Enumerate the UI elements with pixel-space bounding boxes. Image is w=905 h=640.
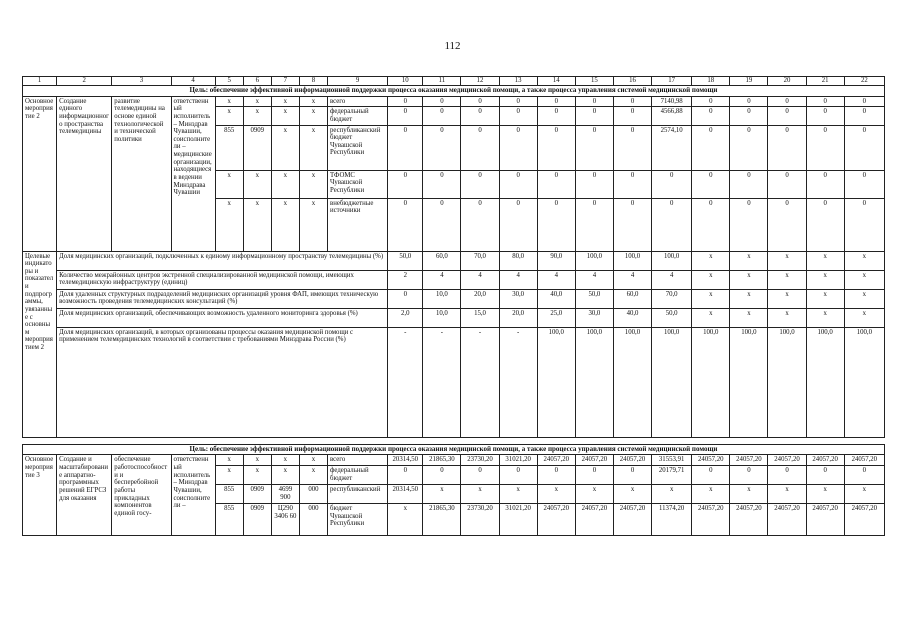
value-cell: x [844,289,884,308]
value-cell: 24057,20 [537,504,575,536]
value-cell: 0 [806,466,844,485]
value-cell: 100,0 [613,327,651,437]
value-cell: 0 [806,96,844,107]
value-cell: x [768,251,806,270]
value-cell: x [652,485,692,504]
value-cell: 0 [844,466,884,485]
code-cell: x [215,455,243,466]
executor: ответственный исполнитель – Минздрав Чувашии, соисполнители – медицинские организации, находящиеся в ведении Минздрава Чувашии [171,96,215,251]
column-number: 12 [461,77,499,86]
code-cell: 4699 900 [271,485,299,504]
value-cell: x [692,485,730,504]
value-cell: 24057,20 [768,455,806,466]
code-cell: x [299,107,327,125]
value-cell: x [768,289,806,308]
value-cell: 0 [537,170,575,198]
value-cell: 2,0 [388,308,423,327]
value-cell: 24057,20 [613,455,651,466]
column-number: 7 [271,77,299,86]
value-cell: 24057,20 [575,455,613,466]
value-cell: 0 [499,96,537,107]
value-cell: 10,0 [423,308,461,327]
column-number: 15 [575,77,613,86]
value-cell: x [806,251,844,270]
value-cell: 50,0 [388,251,423,270]
value-cell: x [499,485,537,504]
value-cell: x [537,485,575,504]
value-cell: 100,0 [575,251,613,270]
value-cell: 7140,98 [652,96,692,107]
code-cell: x [271,198,299,251]
budget-table [22,76,885,536]
value-cell: 0 [537,125,575,170]
value-cell: 0 [461,107,499,125]
value-cell: 100,0 [844,327,884,437]
value-cell: x [692,270,730,289]
table-row [23,96,885,107]
code-cell: x [243,466,271,485]
value-cell: 0 [613,466,651,485]
value-cell: 4 [423,270,461,289]
value-cell: 25,0 [537,308,575,327]
value-cell: 20314,50 [388,455,423,466]
value-cell: x [806,485,844,504]
indicators-label: Целевые индикаторы и показатели подпрограммы, увязанные с основным мероприятием 2 [23,251,57,437]
indicator-text: Доля медицинских организаций, подключенных к единому информационному пространству телемедицины (%) [57,251,388,270]
value-cell: 100,0 [768,327,806,437]
value-cell: 100,0 [806,327,844,437]
value-cell: 0 [388,170,423,198]
value-cell: x [844,270,884,289]
value-cell: 24057,20 [806,455,844,466]
value-cell: 0 [388,96,423,107]
goal-heading: Цель: обеспечение эффективной информационной поддержки процесса оказания медицинской помощи, а также процесса управления системой медицинской помощи [23,86,885,97]
column-number: 22 [844,77,884,86]
value-cell: 0 [730,96,768,107]
code-cell: x [271,455,299,466]
column-number: 19 [730,77,768,86]
value-cell: 4 [575,270,613,289]
measure-task: развитие телемедицины на основе единой технологической и технической политики [112,96,171,251]
column-number: 1 [23,77,57,86]
column-number: 10 [388,77,423,86]
value-cell: 40,0 [537,289,575,308]
value-cell: x [730,251,768,270]
code-cell: 0909 [243,125,271,170]
value-cell: 0 [423,96,461,107]
value-cell: 0 [844,198,884,251]
code-cell: 0909 [243,485,271,504]
value-cell: 0 [499,125,537,170]
column-number: 16 [613,77,651,86]
value-cell: 24057,20 [768,504,806,536]
funding-source: федеральный бюджет [328,107,388,125]
funding-source: бюджет Чувашской Республики [328,504,388,536]
value-cell: 0 [423,466,461,485]
value-cell: 100,0 [613,251,651,270]
value-cell: 24057,20 [844,455,884,466]
goal-row [23,444,885,455]
value-cell: 0 [844,107,884,125]
indicator-row [23,327,885,437]
indicator-row [23,270,885,289]
value-cell: 0 [388,125,423,170]
measure-description: Создание и масштабирование аппаратно-программных решений ЕГРСЗ для оказания [57,455,112,536]
value-cell: 11374,20 [652,504,692,536]
value-cell: 0 [768,96,806,107]
code-cell: 000 [299,485,327,504]
value-cell: 0 [844,170,884,198]
code-cell: x [215,466,243,485]
value-cell: 0 [652,170,692,198]
goal-row [23,86,885,97]
value-cell: - [423,327,461,437]
indicator-text: Доля удаленных структурных подразделений медицинских организаций уровня ФАП, имеющих техническую возможность проведения телемедицинских консультаций (%) [57,289,388,308]
value-cell: 2574,10 [652,125,692,170]
column-number: 11 [423,77,461,86]
value-cell: x [730,289,768,308]
value-cell: 0 [461,170,499,198]
value-cell: x [692,289,730,308]
code-cell: x [299,96,327,107]
value-cell: 70,0 [652,289,692,308]
code-cell: 000 [299,504,327,536]
value-cell: 60,0 [613,289,651,308]
value-cell: 0 [461,198,499,251]
value-cell: 30,0 [499,289,537,308]
goal-heading: Цель: обеспечение эффективной информационной поддержки процесса оказания медицинской помощи, а также процесса управления системой медицинской помощи [23,444,885,455]
code-cell: x [243,170,271,198]
value-cell: 0 [652,198,692,251]
value-cell: x [806,308,844,327]
value-cell: 90,0 [537,251,575,270]
column-number: 13 [499,77,537,86]
measure-name: Основное мероприятие 3 [23,455,57,536]
value-cell: 4 [652,270,692,289]
value-cell: 24057,20 [806,504,844,536]
value-cell: 100,0 [537,327,575,437]
value-cell: 100,0 [575,327,613,437]
value-cell: 0 [768,125,806,170]
column-number: 8 [299,77,327,86]
value-cell: 0 [575,466,613,485]
code-cell: x [271,96,299,107]
value-cell: - [461,327,499,437]
value-cell: x [692,251,730,270]
value-cell: 0 [423,170,461,198]
value-cell: x [613,485,651,504]
value-cell: 24057,20 [692,455,730,466]
value-cell: 24057,20 [537,455,575,466]
value-cell: 21865,30 [423,504,461,536]
code-cell: x [299,125,327,170]
value-cell: 0 [844,125,884,170]
value-cell: 0 [692,170,730,198]
value-cell: 4 [537,270,575,289]
value-cell: 40,0 [613,308,651,327]
value-cell: 24057,20 [844,504,884,536]
code-cell: x [271,107,299,125]
value-cell: 0 [768,107,806,125]
code-cell: x [299,198,327,251]
value-cell: 0 [730,107,768,125]
value-cell: 4 [613,270,651,289]
value-cell: 0 [388,198,423,251]
value-cell: 4566,88 [652,107,692,125]
code-cell: x [215,96,243,107]
column-number: 17 [652,77,692,86]
value-cell: 0 [499,198,537,251]
value-cell: 20179,71 [652,466,692,485]
value-cell: 0 [388,289,423,308]
value-cell: 0 [692,466,730,485]
value-cell: 0 [692,107,730,125]
value-cell: 0 [806,170,844,198]
code-cell: x [215,107,243,125]
value-cell: 0 [768,198,806,251]
indicator-row [23,289,885,308]
code-cell: Ц290 3406 60 [271,504,299,536]
value-cell: 4 [499,270,537,289]
value-cell: 0 [730,170,768,198]
value-cell: x [768,485,806,504]
value-cell: 100,0 [652,327,692,437]
value-cell: 0 [692,96,730,107]
value-cell: 0 [423,107,461,125]
code-cell: x [299,466,327,485]
value-cell: 0 [461,125,499,170]
value-cell: x [768,270,806,289]
value-cell: x [844,251,884,270]
funding-source: федеральный бюджет [328,466,388,485]
value-cell: x [768,308,806,327]
column-number: 5 [215,77,243,86]
value-cell: x [575,485,613,504]
value-cell: 0 [575,170,613,198]
value-cell: - [388,327,423,437]
value-cell: 0 [537,107,575,125]
value-cell: 20,0 [499,308,537,327]
column-number: 2 [57,77,112,86]
value-cell: 100,0 [652,251,692,270]
indicator-text: Доля медицинских организаций, обеспечивающих возможность удаленного мониторинга здоровья (%) [57,308,388,327]
funding-source: внебюджетные источники [328,198,388,251]
value-cell: 24057,20 [730,455,768,466]
value-cell: 0 [613,107,651,125]
funding-source: всего [328,455,388,466]
measure-description: Создание единого информационного пространства телемедицины [57,96,112,251]
value-cell: 30,0 [575,308,613,327]
value-cell: 24057,20 [613,504,651,536]
value-cell: 0 [730,466,768,485]
value-cell: 0 [499,107,537,125]
value-cell: 0 [575,107,613,125]
code-cell: x [271,170,299,198]
spacer-row [23,437,885,444]
value-cell: 20,0 [461,289,499,308]
code-cell: x [215,170,243,198]
value-cell: 0 [692,125,730,170]
value-cell: 0 [388,107,423,125]
column-number: 21 [806,77,844,86]
value-cell: x [692,308,730,327]
code-cell: x [243,455,271,466]
indicator-row [23,308,885,327]
funding-source: республиканский бюджет Чувашской Республики [328,125,388,170]
value-cell: x [806,289,844,308]
value-cell: 0 [423,125,461,170]
column-number: 18 [692,77,730,86]
value-cell: 0 [768,170,806,198]
value-cell: 31021,20 [499,504,537,536]
value-cell: x [423,485,461,504]
value-cell: 20314,50 [388,485,423,504]
value-cell: 0 [806,198,844,251]
value-cell: 23730,20 [461,504,499,536]
value-cell: 0 [730,125,768,170]
value-cell: 0 [575,198,613,251]
value-cell: 23730,20 [461,455,499,466]
code-cell: 855 [215,125,243,170]
value-cell: 0 [499,170,537,198]
value-cell: 60,0 [423,251,461,270]
value-cell: 21865,30 [423,455,461,466]
funding-source: всего [328,96,388,107]
value-cell: 0 [537,96,575,107]
value-cell: 0 [806,125,844,170]
code-cell: x [243,107,271,125]
code-cell: x [243,198,271,251]
measure-task: обеспечение работоспособности и бесперебойной работы прикладных компонентов единой госу- [112,455,171,536]
column-number: 3 [112,77,171,86]
value-cell: 31021,20 [499,455,537,466]
value-cell: 70,0 [461,251,499,270]
value-cell: 0 [613,198,651,251]
value-cell: x [730,308,768,327]
value-cell: 0 [613,170,651,198]
column-number: 9 [328,77,388,86]
value-cell: 15,0 [461,308,499,327]
column-number: 14 [537,77,575,86]
spacer [23,437,885,444]
value-cell: 0 [537,466,575,485]
funding-source: ТФОМС Чувашской Республики [328,170,388,198]
value-cell: 0 [499,466,537,485]
code-cell: x [271,466,299,485]
value-cell: 0 [613,96,651,107]
value-cell: 0 [806,107,844,125]
value-cell: 10,0 [423,289,461,308]
code-cell: 0909 [243,504,271,536]
code-cell: x [299,455,327,466]
value-cell: 31553,91 [652,455,692,466]
code-cell: x [271,125,299,170]
code-cell: 855 [215,485,243,504]
value-cell: x [388,504,423,536]
indicator-text: Количество межрайонных центров экстренной специализированной медицинской помощи, имеющих телемедицинскую инфраструктуру (единиц) [57,270,388,289]
value-cell: 80,0 [499,251,537,270]
column-number: 4 [171,77,215,86]
value-cell: 0 [461,466,499,485]
indicator-text: Доля медицинских организаций, в которых организованы процессы оказания медицинской помощи с применением телемедицинских технологий в соответствии с требованиями Минздрава России (%) [57,327,388,437]
value-cell: 0 [844,96,884,107]
value-cell: 0 [730,198,768,251]
code-cell: 855 [215,504,243,536]
value-cell: 0 [613,125,651,170]
code-cell: x [299,170,327,198]
value-cell: 50,0 [652,308,692,327]
column-number: 20 [768,77,806,86]
value-cell: 0 [461,96,499,107]
value-cell: x [844,485,884,504]
value-cell: x [461,485,499,504]
code-cell: x [243,96,271,107]
column-number-row [23,77,885,86]
value-cell: 0 [423,198,461,251]
value-cell: 0 [537,198,575,251]
value-cell: x [730,270,768,289]
value-cell: 4 [461,270,499,289]
table-row [23,455,885,466]
indicator-row [23,251,885,270]
value-cell: 100,0 [692,327,730,437]
value-cell: 100,0 [730,327,768,437]
value-cell: 0 [575,125,613,170]
value-cell: 0 [692,198,730,251]
value-cell: 0 [388,466,423,485]
value-cell: 2 [388,270,423,289]
value-cell: x [730,485,768,504]
value-cell: 50,0 [575,289,613,308]
page-number: 112 [444,40,461,52]
code-cell: x [215,198,243,251]
value-cell: 0 [768,466,806,485]
value-cell: x [844,308,884,327]
value-cell: x [806,270,844,289]
executor: ответственный исполнитель – Минздрав Чувашии, соисполнители – [171,455,215,536]
value-cell: 24057,20 [692,504,730,536]
value-cell: 0 [575,96,613,107]
value-cell: - [499,327,537,437]
value-cell: 24057,20 [575,504,613,536]
measure-name: Основное мероприятие 2 [23,96,57,251]
value-cell: 24057,20 [730,504,768,536]
funding-source: республиканский [328,485,388,504]
column-number: 6 [243,77,271,86]
